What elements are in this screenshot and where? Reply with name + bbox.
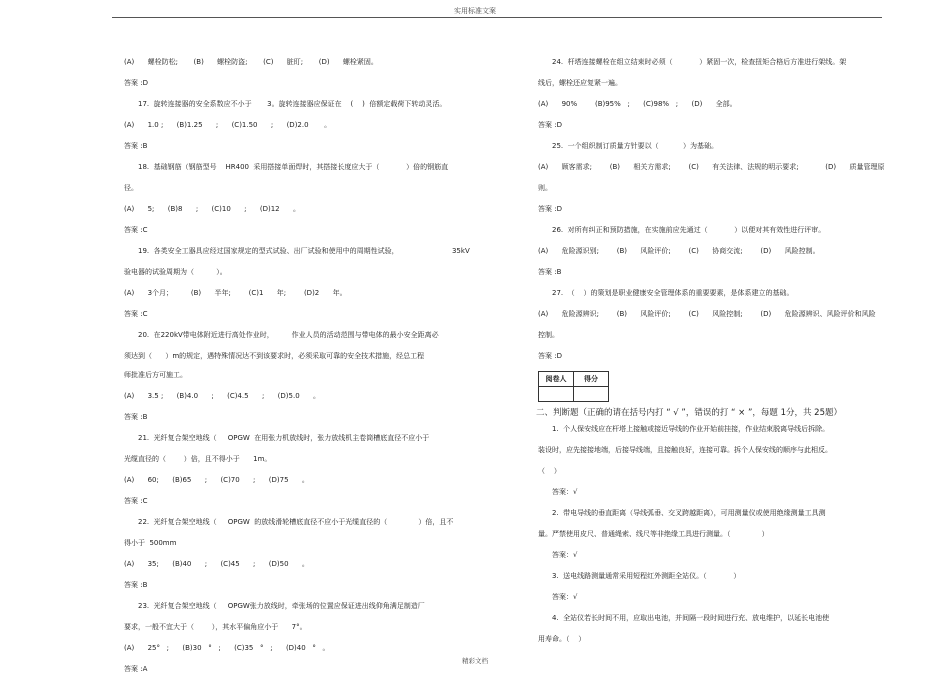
text-line: 答案 :B <box>538 268 562 276</box>
text-line: 1. 个人保安线应在杆塔上接触或接近导线的作业开始前挂接，作业结束脱离导线后拆除。 <box>552 425 830 433</box>
text-line: (A) 螺栓防松; (B) 螺栓防盗; (C) 脏盯; (D) 螺栓紧固。 <box>124 58 378 66</box>
text-line: 用寿命。（ ） <box>538 635 586 643</box>
reviewer-blank-cell <box>539 387 574 402</box>
text-line: 师批准后方可施工。 <box>124 371 187 379</box>
text-line: (A) 35; (B)40 ; (C)45 ; (D)50 。 <box>124 560 309 568</box>
header-divider <box>112 17 882 18</box>
text-line: 答案 :C <box>124 310 148 318</box>
text-line: 径。 <box>124 184 138 192</box>
text-line: 答案 :B <box>124 413 148 421</box>
text-line: 验电器的试验周期为（ ）。 <box>124 268 227 276</box>
text-line: (A) 5; (B)8 ; (C)10 ; (D)12 。 <box>124 205 300 213</box>
text-line: 答案 :C <box>124 497 148 505</box>
text-line: 24. 杆塔连接螺栓在组立结束时必须（ ）紧固一次，检查扭矩合格后方准进行架线。架 <box>552 58 847 66</box>
text-line: (A) 25° ; (B)30 ° ; (C)35 ° ; (D)40 ° 。 <box>124 644 330 652</box>
reviewer-cell: 阅卷人 <box>539 372 574 387</box>
section-title-judgement: 二、判断题（正确的请在括号内打 “ √ ”，错误的打 “ × ”，每题 1分，共 25题） <box>536 408 842 418</box>
right-column <box>538 58 883 644</box>
text-line: 26. 对所有纠正和预防措施，在实施前应先通过（ ）以便对其有效性进行评审。 <box>552 226 826 234</box>
text-line: （ ） <box>538 467 561 475</box>
text-line: (A) 3个月； (B) 半年; (C)1 年; (D)2 年。 <box>124 289 347 297</box>
right-column-judgement-questions <box>538 425 883 644</box>
text-line: 19. 各类安全工器具应经过国家规定的型式试验、出厂试验和使用中的周期性试验， 35kV <box>138 247 470 255</box>
text-line: 22. 光纤复合架空地线（ OPGW 的放线滑轮槽底直径不应小于光缆直径的（ ）倍，且不 <box>138 518 454 526</box>
text-line: 答案 :D <box>124 79 148 87</box>
text-line: 4. 全站仪若长时间不用，应取出电池，并间隔一段时间进行充、放电维护，以延长电池使 <box>552 614 830 622</box>
grader-score-table <box>538 371 609 402</box>
text-line: 光缆直径的（ ）倍，且不得小于 1m。 <box>124 455 272 463</box>
left-column <box>124 58 469 674</box>
page-footer: 精彩文档 <box>462 657 488 665</box>
text-line: 得小于 500mm <box>124 539 177 547</box>
text-line: 答案 :D <box>538 121 562 129</box>
score-cell: 得分 <box>574 372 609 387</box>
text-line: 线后，螺栓还应复紧一遍。 <box>538 79 622 87</box>
text-line: 20. 在220kV带电体附近进行高处作业时， 作业人员的活动范围与带电体的最小安全距离必 <box>138 331 439 339</box>
text-line: 答案 :A <box>124 665 148 673</box>
text-line: (A) 60; (B)65 ; (C)70 ; (D)75 。 <box>124 476 309 484</box>
text-line: (A) 危险源识别; (B) 风险评价; (C) 协商交流; (D) 风险控制。 <box>538 247 820 255</box>
text-line: (A) 3.5 ; (B)4.0 ; (C)4.5 ; (D)5.0 。 <box>124 392 320 400</box>
text-line: 要求，一般不宜大于（ ），其水平偏角应小于 7°。 <box>124 623 307 631</box>
text-line: 则。 <box>538 184 552 192</box>
text-line: 23. 光纤复合架空地线（ OPGW张力放线时，牵张场的位置应保证进出线仰角满足制造厂 <box>138 602 425 610</box>
score-blank-cell <box>574 387 609 402</box>
grader-table-empty-row <box>539 387 609 402</box>
text-line: 量。严禁使用皮尺、普通绳索、线尺等非绝缘工具进行测量。（ ） <box>538 530 769 538</box>
grader-table-header-row <box>539 372 609 387</box>
text-line: 25. 一个组织制订质量方针要以（ ）为基础。 <box>552 142 719 150</box>
text-line: 答案 :B <box>124 581 148 589</box>
text-line: 须达到（ ）m的规定，遇特殊情况达不到该要求时，必须采取可靠的安全技术措施，经总工程 <box>124 352 425 360</box>
text-line: (A) 90% (B)95% ; (C)98% ; (D) 全部。 <box>538 100 737 108</box>
text-line: (A) 1.0 ; (B)1.25 ; (C)1.50 ; (D)2.0 。 <box>124 121 332 129</box>
text-line: 17. 旋转连接器的安全系数应不小于 3。旋转连接器应保证在 ( ) 倍额定载荷下转动灵活。 <box>138 100 447 108</box>
text-line: 答案：√ <box>552 551 578 559</box>
text-line: 答案 :D <box>538 205 562 213</box>
text-line: 答案 :B <box>124 142 148 150</box>
text-line: 3. 送电线路测量通常采用短程红外测距全站仪。（ ） <box>552 572 741 580</box>
text-line: 答案：√ <box>552 593 578 601</box>
text-line: 答案 :C <box>124 226 148 234</box>
text-line: 2. 带电导线的垂直距离（导线弧垂、交叉跨越距离），可用测量仪或使用绝缘测量工具测 <box>552 509 826 517</box>
text-line: 答案：√ <box>552 488 578 496</box>
right-column-questions <box>538 58 883 361</box>
text-line: 27. （ ）的策划是职业健康安全管理体系的重要要素，是体系建立的基础。 <box>552 289 794 297</box>
text-line: 18. 基础钢筋（钢筋型号 HR400 采用搭接单面焊时，其搭接长度应大于（ ）倍的钢筋直 <box>138 163 449 171</box>
text-line: (A) 顾客需求; (B) 相关方需求; (C) 有关法律、法规的明示要求; (D) 质量管理原 <box>538 163 885 171</box>
text-line: 装设时，应先接接地端，后接导线端，且接触良好，连接可靠。拆个人保安线的顺序与此相反。 <box>538 446 832 454</box>
page-header-title: 实用标准文案 <box>454 7 496 15</box>
text-line: 控制。 <box>538 331 559 339</box>
text-line: 21. 光纤复合架空地线（ OPGW 在用张力机放线时，张力放线机主卷筒槽底直径不应小于 <box>138 434 430 442</box>
text-line: (A) 危险源辨识; (B) 风险评价; (C) 风险控制; (D) 危险源辨识、风险评价和风险 <box>538 310 876 318</box>
text-line: 答案 :D <box>538 352 562 360</box>
